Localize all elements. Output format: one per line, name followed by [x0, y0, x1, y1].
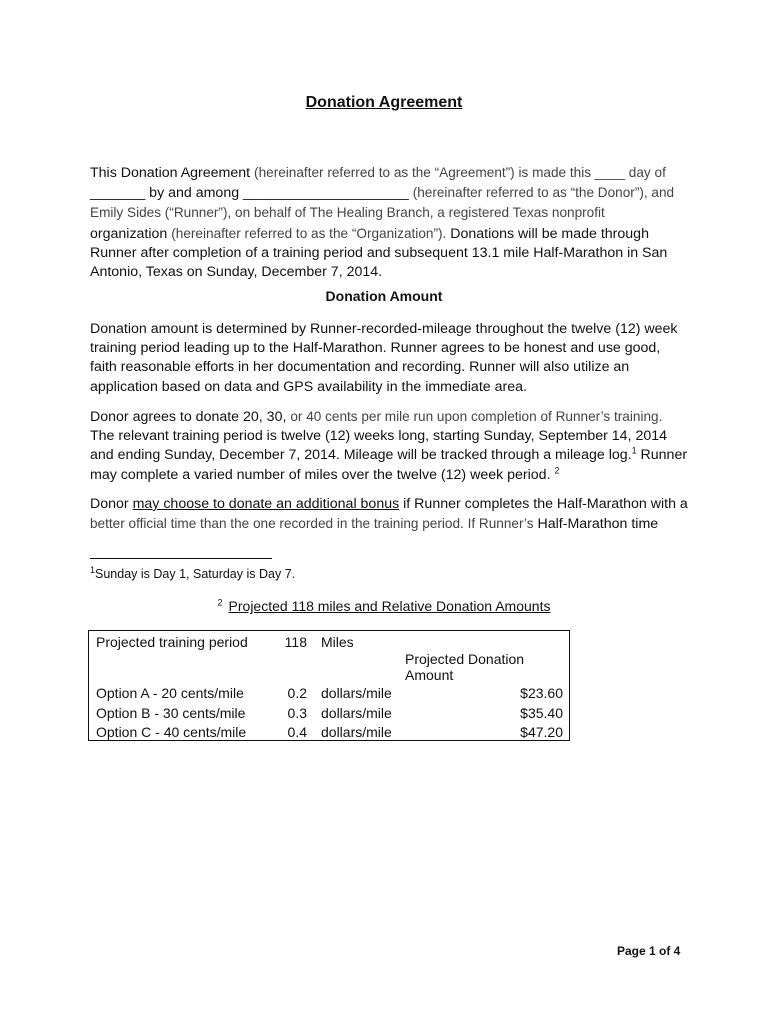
footnote-ref-2[interactable]: 2: [554, 464, 560, 475]
table-row-label: Option B - 30 cents/mile: [96, 705, 246, 721]
table-header-value: 118: [284, 634, 307, 650]
donation-table: [88, 630, 570, 741]
table-caption-text: Projected 118 miles and Relative Donation Amounts: [228, 598, 551, 614]
donor-rate-paragraph: [90, 407, 690, 485]
table-row-label: Option A - 20 cents/mile: [96, 685, 244, 701]
table-caption-mark: 2: [217, 597, 223, 608]
footnote-separator: [90, 558, 272, 559]
table-row-rate: 0.3: [287, 705, 307, 721]
donor-text-1: Donor agrees to donate 20, 30,: [90, 409, 291, 425]
table-caption: [0, 598, 768, 614]
bonus-text-3: better official time than the one recorded in the training period. If Runner’s: [90, 516, 534, 532]
bonus-text-1: Donor: [90, 496, 133, 512]
bonus-paragraph: [90, 495, 690, 534]
intro-text-4: (hereinafter referred to as “the Donor”), and: [412, 185, 675, 201]
donor-text-4: Runner may complete a varied number of miles over the twelve (12) week period.: [90, 447, 688, 483]
table-row-unit: dollars/mile: [321, 724, 392, 740]
table-row-rate: 0.4: [287, 724, 307, 740]
donor-text-2: or 40 cents per mile run upon completion of Runner’s training.: [290, 409, 663, 424]
intro-text-5: Emily Sides (“Runner”), on behalf of The Healing Branch, a registered Texas nonprofit: [90, 205, 605, 221]
table-row-unit: dollars/mile: [321, 705, 392, 721]
bonus-underlined-text: may choose to donate an additional bonus: [132, 496, 400, 512]
table-col-head-line1: Projected Donation: [405, 651, 525, 667]
intro-text-7: (hereinafter referred to as the “Organization”).: [171, 225, 447, 241]
footnote-text: Sunday is Day 1, Saturday is Day 7.: [95, 567, 296, 581]
bonus-text-4: Half-Marathon time: [533, 516, 659, 533]
table-col-head-line2: Amount: [405, 667, 454, 683]
section-heading-donation-amount: Donation Amount: [325, 288, 443, 304]
page-number: Page 1 of 4: [617, 944, 681, 958]
table-row-amount: $23.60: [520, 685, 563, 701]
intro-text-6: organization: [90, 225, 172, 242]
intro-text-8: Donations will be made through Runner after completion of a training period and subsequent 13.1 mile Half-Marathon in San Antonio, Texas on Sunday, December 7, 2014.: [90, 225, 668, 281]
table-row-rate: 0.2: [287, 685, 307, 701]
intro-text-1: This Donation Agreement: [90, 165, 255, 181]
intro-text-2: (hereinafter referred to as the “Agreement”) is made this ____ day of: [254, 165, 666, 180]
table-row-unit: dollars/mile: [321, 685, 392, 701]
table-row-amount: $35.40: [520, 705, 563, 721]
document-title: Donation Agreement: [305, 94, 463, 111]
intro-paragraph: [90, 163, 690, 282]
donor-text-3: The relevant training period is twelve (12) weeks long, starting Sunday, September 14, 2014 and ending Sunday, December 7, 2014. Mileage will be tracked through a mileage log.: [90, 428, 668, 464]
footnote-ref-1[interactable]: 1: [631, 445, 637, 456]
bonus-text-2: if Runner completes the Half-Marathon with a: [399, 496, 688, 512]
donation-amount-paragraph: Donation amount is determined by Runner-recorded-mileage throughout the twelve (12) week training period leading up to the Half-Marathon. Runner agrees to be honest and use good, faith reasonable efforts in her documentation and recording. Runner will also utilize an application based on data and GPS availability in the immediate area.: [90, 321, 678, 395]
table-row-amount: $47.20: [520, 724, 563, 740]
intro-text-3: _______ by and among _____________________: [90, 185, 413, 202]
table-header-unit: Miles: [321, 634, 354, 650]
footnote-mark: 1: [90, 564, 96, 575]
footnote-1: [90, 564, 296, 581]
table-header-label: Projected training period: [96, 634, 248, 650]
table-row-label: Option C - 40 cents/mile: [96, 724, 247, 740]
